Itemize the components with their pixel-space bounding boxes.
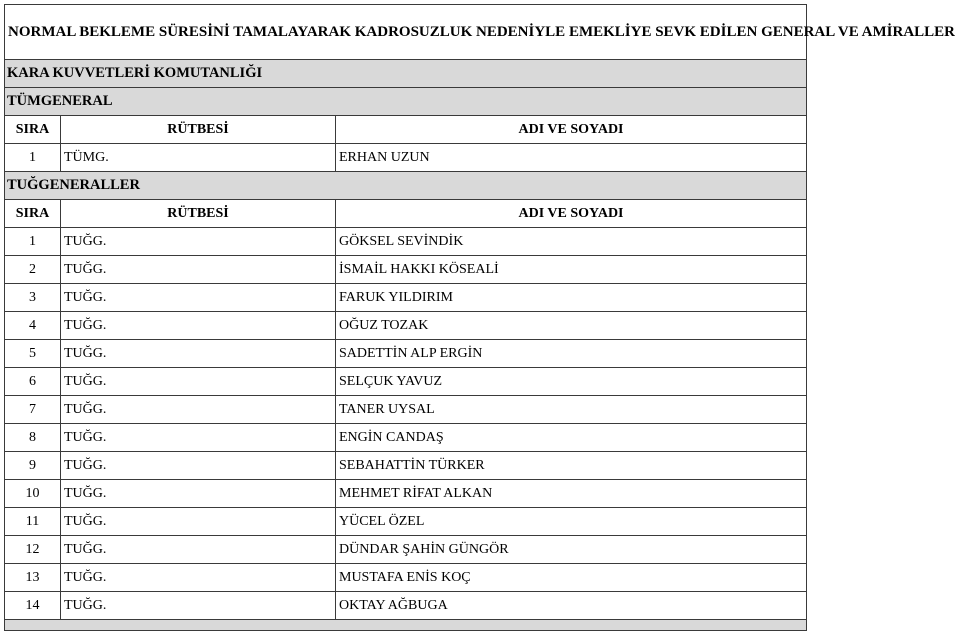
name-cell: İSMAİL HAKKI KÖSEALİ — [336, 256, 807, 284]
header-sira: SIRA — [5, 200, 61, 228]
table-row — [5, 480, 807, 508]
sira-cell: 8 — [5, 424, 61, 452]
section-title: TÜMGENERAL — [5, 88, 807, 116]
table-row — [5, 396, 807, 424]
name-cell: OĞUZ TOZAK — [336, 312, 807, 340]
table-row — [5, 284, 807, 312]
rank-cell: TUĞG. — [61, 340, 336, 368]
rank-cell: TUĞG. — [61, 480, 336, 508]
table-row — [5, 536, 807, 564]
rank-cell: TÜMG. — [61, 144, 336, 172]
rank-cell: TUĞG. — [61, 312, 336, 340]
command-heading: KARA KUVVETLERİ KOMUTANLIĞI — [5, 60, 807, 88]
name-cell: SADETTİN ALP ERGİN — [336, 340, 807, 368]
sira-cell: 1 — [5, 228, 61, 256]
rank-cell: TUĞG. — [61, 536, 336, 564]
name-cell: MEHMET RİFAT ALKAN — [336, 480, 807, 508]
rank-cell: TUĞG. — [61, 396, 336, 424]
table-row — [5, 368, 807, 396]
sira-cell: 4 — [5, 312, 61, 340]
sira-cell: 1 — [5, 144, 61, 172]
table-row — [5, 340, 807, 368]
column-header-row — [5, 200, 807, 228]
header-ad: ADI VE SOYADI — [336, 116, 807, 144]
sira-cell: 13 — [5, 564, 61, 592]
rank-cell: TUĞG. — [61, 228, 336, 256]
table-row — [5, 592, 807, 620]
rank-cell: TUĞG. — [61, 452, 336, 480]
table-row — [5, 256, 807, 284]
rank-section-heading — [5, 88, 807, 116]
sira-cell: 6 — [5, 368, 61, 396]
sira-cell: 5 — [5, 340, 61, 368]
name-cell: GÖKSEL SEVİNDİK — [336, 228, 807, 256]
name-cell: SEBAHATTİN TÜRKER — [336, 452, 807, 480]
table-row — [5, 228, 807, 256]
name-cell: DÜNDAR ŞAHİN GÜNGÖR — [336, 536, 807, 564]
table-row — [5, 508, 807, 536]
generals-table — [4, 4, 955, 631]
sira-cell: 11 — [5, 508, 61, 536]
rank-cell: TUĞG. — [61, 508, 336, 536]
document-title: NORMAL BEKLEME SÜRESİNİ TAMALAYARAK KADROSUZLUK NEDENİYLE EMEKLİYE SEVK EDİLEN GENERAL VE AMİRALLER — [5, 5, 807, 60]
rank-section-heading — [5, 172, 807, 200]
rank-cell: TUĞG. — [61, 592, 336, 620]
header-rutbe: RÜTBESİ — [61, 116, 336, 144]
rank-cell: TUĞG. — [61, 424, 336, 452]
header-ad: ADI VE SOYADI — [336, 200, 807, 228]
table-row — [5, 452, 807, 480]
sira-cell: 12 — [5, 536, 61, 564]
sira-cell: 14 — [5, 592, 61, 620]
name-cell: TANER UYSAL — [336, 396, 807, 424]
section-title — [5, 620, 807, 631]
table-row — [5, 424, 807, 452]
section-title: TUĞGENERALLER — [5, 172, 807, 200]
sira-cell: 10 — [5, 480, 61, 508]
next-section-heading — [5, 620, 807, 631]
table-row — [5, 144, 807, 172]
sira-cell: 2 — [5, 256, 61, 284]
name-cell: OKTAY AĞBUGA — [336, 592, 807, 620]
rank-cell: TUĞG. — [61, 284, 336, 312]
sira-cell: 7 — [5, 396, 61, 424]
rank-cell: TUĞG. — [61, 564, 336, 592]
sira-cell: 9 — [5, 452, 61, 480]
header-rutbe: RÜTBESİ — [61, 200, 336, 228]
sira-cell: 3 — [5, 284, 61, 312]
name-cell: SELÇUK YAVUZ — [336, 368, 807, 396]
rank-cell: TUĞG. — [61, 368, 336, 396]
name-cell: FARUK YILDIRIM — [336, 284, 807, 312]
table-row — [5, 312, 807, 340]
name-cell: YÜCEL ÖZEL — [336, 508, 807, 536]
name-cell: ENGİN CANDAŞ — [336, 424, 807, 452]
rank-cell: TUĞG. — [61, 256, 336, 284]
header-sira: SIRA — [5, 116, 61, 144]
name-cell: ERHAN UZUN — [336, 144, 807, 172]
column-header-row — [5, 116, 807, 144]
name-cell: MUSTAFA ENİS KOÇ — [336, 564, 807, 592]
table-row — [5, 564, 807, 592]
